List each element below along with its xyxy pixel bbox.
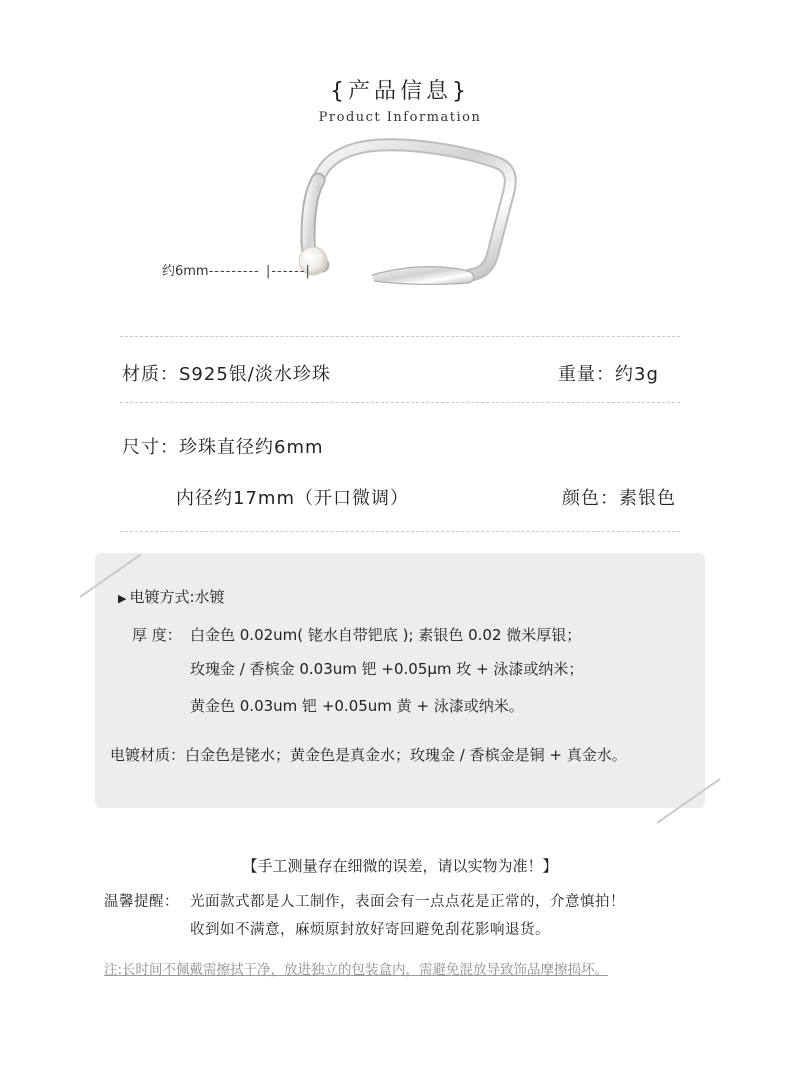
pearl-size-label: 约6mm — [162, 264, 209, 279]
ring-illustration — [150, 135, 550, 310]
care-note: 注:长时间不佩戴需擦拭干净，放进独立的包装盒内，需避免混放导致饰品摩擦损坏。 — [104, 962, 609, 978]
handmade-notice: 【手工测量存在细微的误差，请以实物为准！】 — [242, 857, 558, 875]
spec-size-pearl: 尺寸：珍珠直径约6mm — [122, 437, 324, 458]
tip-label: 温馨提醒： — [104, 894, 179, 910]
ring-image — [150, 135, 550, 310]
spec-weight: 重量：约3g — [558, 364, 659, 385]
pearl-size-annotation — [162, 260, 311, 279]
size-marker: |------| — [265, 264, 311, 279]
thickness-line-1: 白金色 0.02um( 铑水自带钯底 ); 素银色 0.02 微米厚银； — [190, 626, 582, 644]
separator-1 — [120, 336, 680, 337]
tip-line-2: 收到如不满意，麻烦原封放好寄回避免刮花影响退货。 — [190, 922, 550, 938]
dash-leader: --------- — [208, 264, 260, 279]
thickness-label: 厚 度： — [132, 626, 182, 644]
thickness-line-3: 黄金色 0.03um 钯 +0.05um 黄 + 泳漆或纳米。 — [190, 697, 524, 715]
spec-size-inner: 内径约17mm（开口微调） — [176, 488, 409, 509]
tip-line-1: 光面款式都是人工制作，表面会有一点点花是正常的，介意慎拍！ — [190, 894, 625, 910]
plating-method — [118, 586, 225, 607]
triangle-icon: ▶ — [118, 592, 127, 605]
separator-3 — [120, 531, 680, 532]
page-subtitle: Product Information — [318, 110, 482, 125]
spec-material: 材质：S925银/淡水珍珠 — [122, 364, 331, 385]
separator-2 — [120, 402, 680, 403]
page-title: {产品信息} — [330, 79, 470, 104]
plating-material: 电镀材质：白金色是铑水；黄金色是真金水；玫瑰金 / 香槟金是铜 + 真金水。 — [110, 746, 627, 764]
thickness-line-2: 玫瑰金 / 香槟金 0.03um 钯 +0.05μm 玫 + 泳漆或纳米； — [190, 660, 584, 678]
plating-method-text: 电镀方式:水镀 — [129, 588, 225, 606]
spec-color: 颜色：素银色 — [562, 488, 676, 509]
